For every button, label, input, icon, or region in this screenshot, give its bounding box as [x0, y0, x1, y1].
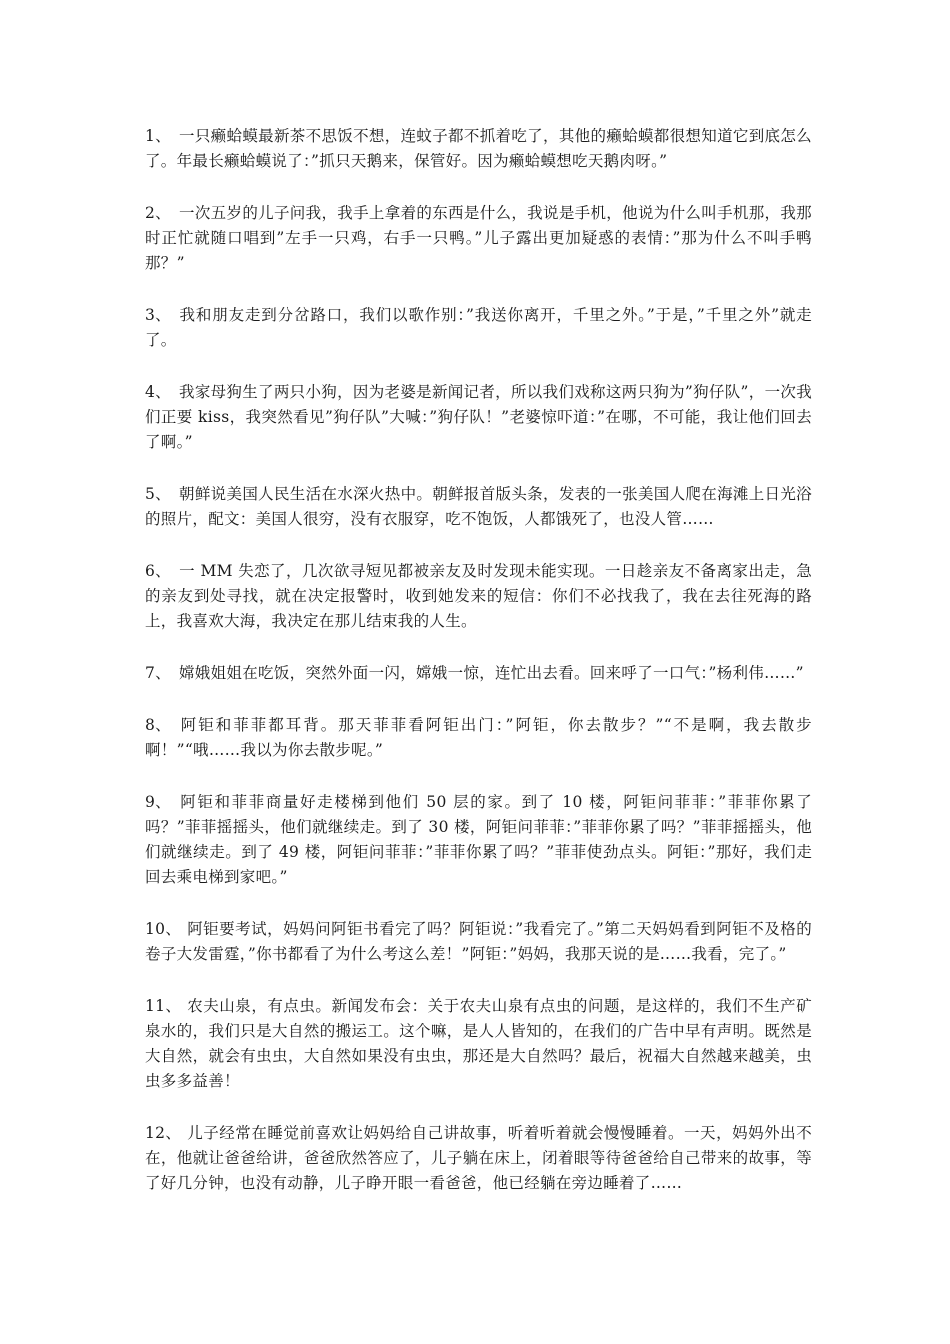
joke-text: 阿钜和菲菲商量好走楼梯到他们 50 层的家。到了 10 楼，阿钜问菲菲：”菲菲你累了吗？”菲菲摇摇头，他们就继续走。到了 30 楼，阿钜问菲菲：”菲菲你累了吗？”菲菲摇摇头，他们就继续走。到了 49 楼，阿钜问菲菲：”菲菲你累了吗？”菲菲使劲点头。阿钜：”那好，我们走回去乘电梯到家吧。”	[145, 793, 812, 886]
joke-text: 农夫山泉，有点虫。新闻发布会：关于农夫山泉有点虫的问题，是这样的，我们不生产矿泉水的，我们只是大自然的搬运工。这个嘛，是人人皆知的，在我们的广告中早有声明。既然是大自然，就会有虫虫，大自然如果没有虫虫，那还是大自然吗？最后，祝福大自然越来越美，虫虫多多益善！	[145, 997, 812, 1090]
joke-number: 3、	[145, 306, 171, 324]
joke-paragraph-11	[145, 994, 812, 1094]
joke-paragraph-8	[145, 713, 812, 763]
joke-number: 9、	[145, 793, 171, 811]
joke-paragraph-7	[145, 661, 812, 686]
joke-paragraph-5	[145, 482, 812, 532]
joke-text: 一 MM 失恋了，几次欲寻短见都被亲友及时发现未能实现。一日趁亲友不备离家出走，急的亲友到处寻找，就在决定报警时，收到她发来的短信：你们不必找我了，我在去往死海的路上，我喜欢大海，我决定在那儿结束我的人生。	[145, 562, 812, 630]
joke-number: 6、	[145, 562, 171, 580]
joke-number: 8、	[145, 716, 171, 734]
joke-text: 阿钜要考试，妈妈问阿钜书看完了吗？阿钜说：”我看完了。”第二天妈妈看到阿钜不及格的卷子大发雷霆，”你书都看了为什么考这么差！”阿钜：”妈妈，我那天说的是……我看，完了。”	[145, 920, 812, 963]
joke-number: 11、	[145, 997, 182, 1015]
joke-number: 12、	[145, 1124, 182, 1142]
joke-text: 朝鲜说美国人民生活在水深火热中。朝鲜报首版头条，发表的一张美国人爬在海滩上日光浴的照片，配文：美国人很穷，没有衣服穿，吃不饱饭，人都饿死了，也没人管……	[145, 485, 812, 528]
joke-number: 4、	[145, 383, 171, 401]
joke-text: 嫦娥姐姐在吃饭，突然外面一闪，嫦娥一惊，连忙出去看。回来呼了一口气：”杨利伟……”	[179, 664, 804, 682]
joke-text: 阿钜和菲菲都耳背。那天菲菲看阿钜出门：”阿钜，你去散步？”“不是啊，我去散步啊！”“哦……我以为你去散步呢。”	[145, 716, 812, 759]
joke-paragraph-2	[145, 201, 812, 276]
joke-paragraph-6	[145, 559, 812, 634]
joke-text: 我家母狗生了两只小狗，因为老婆是新闻记者，所以我们戏称这两只狗为”狗仔队”，一次我们正要 kiss，我突然看见”狗仔队”大喊：”狗仔队！”老婆惊吓道：”在哪，不可能，我让他们回去了啊。”	[145, 383, 812, 451]
joke-number: 10、	[145, 920, 182, 938]
joke-number: 2、	[145, 204, 171, 222]
joke-text: 一次五岁的儿子问我，我手上拿着的东西是什么，我说是手机，他说为什么叫手机那，我那时正忙就随口唱到”左手一只鸡，右手一只鸭。”儿子露出更加疑惑的表情：”那为什么不叫手鸭那？”	[145, 204, 812, 272]
joke-text: 一只癞蛤蟆最新茶不思饭不想，连蚊子都不抓着吃了，其他的癞蛤蟆都很想知道它到底怎么了。年最长癞蛤蟆说了：”抓只天鹅来，保管好。因为癞蛤蟆想吃天鹅肉呀。”	[145, 127, 812, 170]
joke-paragraph-1	[145, 124, 812, 174]
joke-text: 我和朋友走到分岔路口，我们以歌作别：”我送你离开，千里之外。”于是，”千里之外”就走了。	[145, 306, 812, 349]
joke-paragraph-12	[145, 1121, 812, 1196]
joke-number: 5、	[145, 485, 171, 503]
joke-paragraph-9	[145, 790, 812, 890]
joke-paragraph-10	[145, 917, 812, 967]
joke-text: 儿子经常在睡觉前喜欢让妈妈给自己讲故事，听着听着就会慢慢睡着。一天，妈妈外出不在，他就让爸爸给讲，爸爸欣然答应了，儿子躺在床上，闭着眼等待爸爸给自己带来的故事，等了好几分钟，也没有动静，儿子睁开眼一看爸爸，他已经躺在旁边睡着了……	[145, 1124, 812, 1192]
joke-paragraph-4	[145, 380, 812, 455]
joke-paragraph-3	[145, 303, 812, 353]
joke-number: 1、	[145, 127, 171, 145]
joke-number: 7、	[145, 664, 171, 682]
